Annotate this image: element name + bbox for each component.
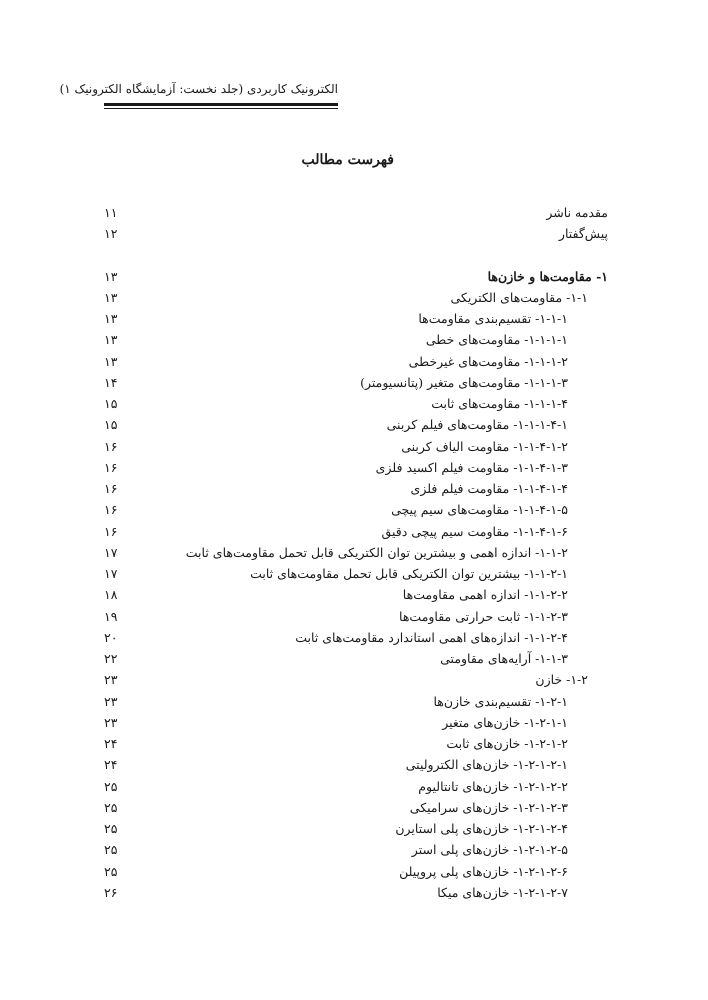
toc-entry-title: ۱-۱- مقاومت‌های الکتریکی [450, 289, 588, 305]
toc-entry[interactable] [104, 308, 608, 329]
toc-entry-page: ۲۰ [104, 629, 118, 645]
toc-entry-page: ۲۳ [104, 693, 118, 709]
toc-entry-page: ۲۶ [104, 884, 118, 900]
toc-entry-page: ۱۳ [104, 289, 118, 305]
toc-entry-title: مقدمه ناشر [546, 205, 608, 220]
toc-entry-page: ۱۷ [104, 544, 118, 560]
toc-entry-title: ۱-۲-۱-۲-۴- خازن‌های پلی استایرن [395, 821, 568, 836]
toc-entry-page: ۱۸ [104, 587, 118, 603]
toc-entry-title: ۱-۱-۲-۴- اندازه‌های اهمی استاندارد مقاومت‌های ثابت [295, 629, 568, 645]
toc-entry-page: ۱۱ [104, 205, 118, 220]
toc-entry-title: ۱-۲-۱-۲- خازن‌های ثابت [446, 736, 568, 751]
toc-entry-title: ۱-۱-۱- تقسیم‌بندی مقاومت‌ها [418, 311, 568, 326]
toc-entry-title: ۱-۲-۱-۲-۱- خازن‌های الکترولیتی [405, 757, 568, 773]
toc-entry-title: ۱-۱-۲-۳- ثابت حرارتی مقاومت‌ها [399, 608, 568, 624]
toc-entry[interactable] [104, 351, 608, 372]
toc-entry-title: ۱-۱-۴-۱-۲- مقاومت الیاف کربنی [401, 438, 568, 454]
toc-entry-title: ۱-۱-۱-۲- مقاومت‌های غیرخطی [408, 353, 568, 369]
toc-entry[interactable] [104, 627, 608, 648]
toc-entry-title: ۱- مقاومت‌ها و خازن‌ها [487, 268, 608, 284]
toc-entry[interactable] [104, 861, 608, 882]
toc-entry[interactable] [104, 818, 608, 839]
toc-entry-title: ۱-۱-۱-۴- مقاومت‌های ثابت [431, 396, 568, 411]
toc-entry[interactable] [104, 797, 608, 818]
toc-entry[interactable] [104, 329, 608, 350]
toc-entry-title: ۱-۱-۲-۲- اندازه اهمی مقاومت‌ها [402, 587, 568, 603]
toc-entry-page: ۱۳ [104, 332, 118, 348]
toc-entry[interactable] [104, 436, 608, 457]
toc-entry-page: ۲۳ [104, 714, 118, 730]
header-rule-thin [104, 108, 338, 109]
toc-entry-page: ۱۵ [104, 417, 118, 433]
toc-entry-title: ۱-۱-۴-۱-۶- مقاومت سیم پیچی دقیق [381, 523, 568, 539]
toc-entry-page: ۲۵ [104, 863, 118, 879]
toc-entry[interactable] [104, 414, 608, 435]
toc-entry-title: ۱-۱-۲- اندازه اهمی و بیشترین توان الکتریکی قابل تحمل مقاومت‌های ثابت [185, 544, 568, 560]
running-header: الکترونیک کاربردی (جلد نخست: آزمایشگاه الکترونیک ۱) [59, 82, 338, 96]
toc-entry-page: ۱۳ [104, 311, 118, 326]
toc-entry[interactable] [104, 839, 608, 860]
toc-entry-title: ۱-۱-۳- آرایه‌های مقاومتی [440, 651, 568, 666]
toc-entry-preface[interactable] [104, 223, 608, 244]
toc-entry-title: پیش‌گفتار [558, 226, 608, 242]
toc-entry[interactable] [104, 882, 608, 903]
toc-entry-title: ۱-۱-۴-۱-۵- مقاومت‌های سیم پیچی [391, 502, 568, 518]
toc-entry-title: ۱-۱-۱-۱- مقاومت‌های خطی [425, 332, 568, 348]
toc-entry-title: ۱-۱-۲-۱- بیشترین توان الکتریکی قابل تحمل مقاومت‌های ثابت [250, 566, 568, 581]
toc-entry-title: ۱-۱-۴-۱-۳- مقاومت فیلم اکسید فلزی [375, 459, 568, 475]
toc-entry[interactable] [104, 457, 608, 478]
toc-entry[interactable] [104, 287, 608, 308]
toc-entry-page: ۱۳ [104, 268, 118, 284]
toc-entry[interactable] [104, 521, 608, 542]
toc-entry[interactable] [104, 542, 608, 563]
toc-entry-chapter-1[interactable] [104, 266, 608, 287]
toc-entry[interactable] [104, 648, 608, 669]
toc-entry-page: ۲۵ [104, 778, 118, 794]
toc-entry[interactable] [104, 776, 608, 797]
toc-entry-page: ۱۵ [104, 396, 118, 411]
toc-entry-title: ۱-۲-۱-۲-۳- خازن‌های سرامیکی [409, 799, 568, 815]
toc-entry[interactable] [104, 584, 608, 605]
toc-entry[interactable] [104, 669, 608, 690]
toc-entry[interactable] [104, 499, 608, 520]
toc-entry[interactable] [104, 754, 608, 775]
toc-entry-page: ۱۶ [104, 438, 118, 454]
toc-entry-page: ۲۳ [104, 672, 118, 688]
toc-entry[interactable] [104, 478, 608, 499]
toc-entry-title: ۱-۲-۱-۲-۶- خازن‌های پلی پروپیلن [399, 863, 568, 879]
toc-entry-page: ۲۵ [104, 842, 118, 858]
toc-entry-title: ۱-۲-۱- تقسیم‌بندی خازن‌ها [433, 693, 568, 709]
toc-entry-title: ۱-۲-۱-۲-۷- خازن‌های میکا [437, 884, 568, 900]
toc-entry[interactable] [104, 733, 608, 754]
toc-entry-page: ۱۶ [104, 481, 118, 496]
toc-entry-page: ۱۳ [104, 353, 118, 369]
toc-entry-page: ۲۵ [104, 821, 118, 836]
toc-entry-page: ۱۶ [104, 459, 118, 475]
toc-entry[interactable] [104, 606, 608, 627]
toc-entry-page: ۱۲ [104, 226, 118, 242]
toc-entry-page: ۲۴ [104, 736, 118, 751]
header-rule-thick [104, 103, 338, 106]
toc-entry-publisher-intro[interactable] [104, 202, 608, 223]
toc-entry-page: ۱۹ [104, 608, 118, 624]
toc-entry[interactable] [104, 563, 608, 584]
toc-entry-page: ۱۷ [104, 566, 118, 581]
toc-entry-title: ۱-۲-۱-۲-۲- خازن‌های تانتالیوم [418, 778, 568, 794]
toc-entry-title: ۱-۲-۱-۱- خازن‌های متغیر [442, 714, 568, 730]
toc-entry[interactable] [104, 691, 608, 712]
toc-entry[interactable] [104, 372, 608, 393]
toc-list [104, 202, 608, 903]
toc-entry-title: ۱-۲- خازن [535, 672, 588, 688]
toc-title: فهرست مطالب [301, 152, 394, 168]
toc-entry-page: ۲۵ [104, 799, 118, 815]
toc-entry-title: ۱-۱-۱-۴-۱- مقاومت‌های فیلم کربنی [386, 417, 568, 433]
toc-entry-page: ۲۲ [104, 651, 118, 666]
toc-entry-title: ۱-۱-۱-۳- مقاومت‌های متغیر (پتانسیومتر) [360, 374, 568, 390]
toc-entry[interactable] [104, 393, 608, 414]
toc-entry[interactable] [104, 712, 608, 733]
toc-entry-page: ۲۴ [104, 757, 118, 773]
toc-entry-page: ۱۶ [104, 502, 118, 518]
toc-entry-page: ۱۶ [104, 523, 118, 539]
toc-entry-title: ۱-۲-۱-۲-۵- خازن‌های پلی استر [411, 842, 568, 858]
toc-entry-page: ۱۴ [104, 374, 118, 390]
toc-entry-title: ۱-۱-۴-۱-۴- مقاومت فیلم فلزی [410, 481, 568, 496]
